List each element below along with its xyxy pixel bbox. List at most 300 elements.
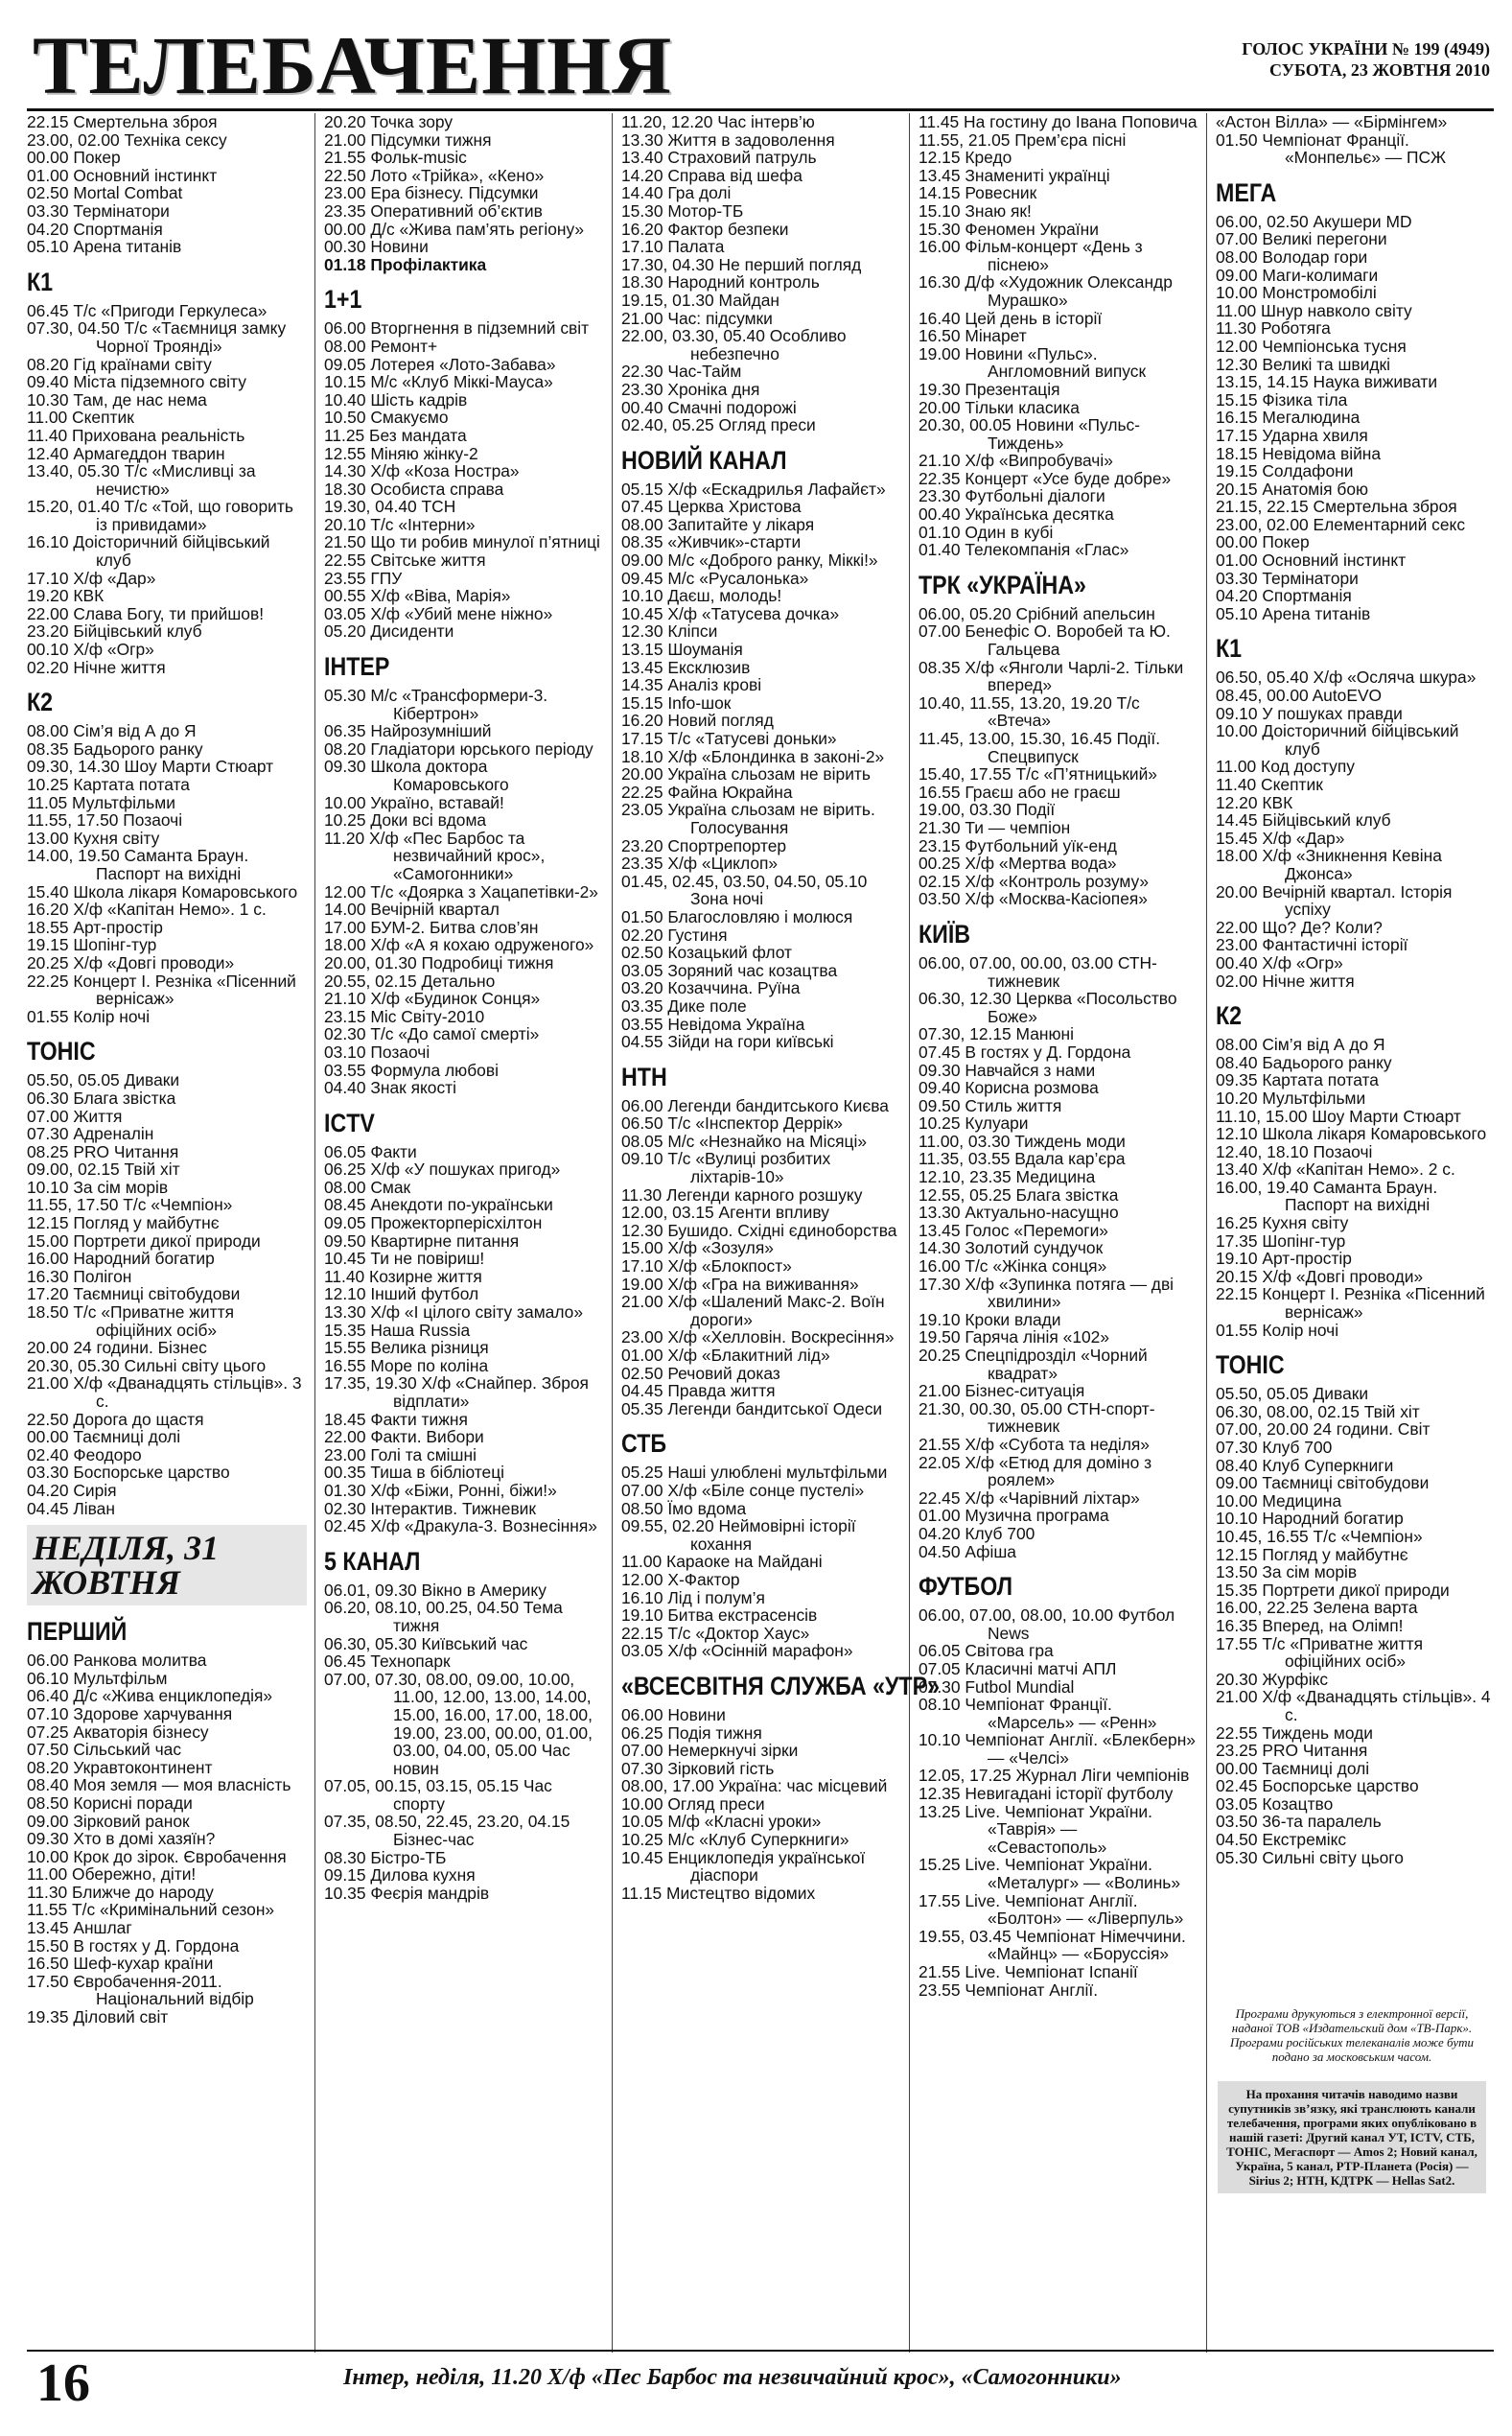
program-entry: 05.20 Дисиденти bbox=[324, 621, 454, 642]
program-entry: 17.30 Х/ф «Зупинка потяга — дві хвилини» bbox=[919, 1274, 1175, 1312]
program-entry: 07.00 Великі перегони bbox=[1216, 229, 1387, 249]
program-entry: 16.25 Кухня світу bbox=[1216, 1213, 1349, 1233]
program-entry: 08.20 Гід країнами світу bbox=[27, 354, 212, 374]
channel-heading: ПЕРШИЙ bbox=[27, 1617, 128, 1647]
program-entry: 15.35 Портрети дикої природи bbox=[1216, 1580, 1450, 1600]
program-entry: 10.10 За сім морів bbox=[27, 1177, 169, 1197]
program-entry: 03.55 Формула любові bbox=[324, 1060, 499, 1080]
program-entry: 16.55 Море по коліна bbox=[324, 1355, 489, 1375]
program-entry: 06.45 Т/с «Пригоди Геркулеса» bbox=[27, 300, 268, 320]
program-entry: 09.55, 02.20 Неймовірні історії кохання bbox=[621, 1516, 856, 1554]
program-entry: 01.55 Колір ночі bbox=[1216, 1320, 1339, 1340]
program-entry: 08.50 Їмо вдома bbox=[621, 1498, 747, 1518]
program-entry: 06.30, 08.00, 02.15 Твій хіт bbox=[1216, 1401, 1420, 1421]
program-entry: 13.00 Кухня світу bbox=[27, 828, 160, 848]
program-entry: 14.30 Х/ф «Коза Ностра» bbox=[324, 461, 520, 481]
masthead bbox=[27, 17, 1494, 111]
channel-heading: К1 bbox=[1216, 634, 1243, 664]
program-entry: 01.30 Х/ф «Біжи, Ронні, біжи!» bbox=[324, 1480, 557, 1500]
program-entry: 06.45 Технопарк bbox=[324, 1651, 451, 1672]
program-entry: 12.15 Погляд у майбутнє bbox=[1216, 1544, 1408, 1564]
program-entry: 21.00 Підсумки тижня bbox=[324, 129, 492, 150]
program-entry: 07.30 Зірковий гість bbox=[621, 1758, 775, 1778]
program-entry: 07.45 В гостях у Д. Гордона bbox=[919, 1042, 1131, 1062]
program-entry: 23.00 Фантастичні історії bbox=[1216, 935, 1408, 955]
program-entry: 05.30 М/с «Трансформери-3. Кібертрон» bbox=[324, 686, 548, 723]
program-entry: 04.45 Правда життя bbox=[621, 1381, 776, 1401]
channel-heading: ІНТЕР bbox=[324, 652, 390, 682]
program-entry: 21.00 Час: підсумки bbox=[621, 308, 773, 328]
program-entry: 12.00 Чемпіонська тусня bbox=[1216, 336, 1407, 356]
program-entry: 11.30 Легенди карного розшуку bbox=[621, 1184, 863, 1205]
program-entry: 00.00 Таємниці долі bbox=[27, 1427, 181, 1447]
program-entry: 18.45 Факти тижня bbox=[324, 1409, 468, 1429]
program-entry: 10.00 Доісторичний бійцівський клуб bbox=[1216, 721, 1459, 759]
program-entry: 09.35 Картата потата bbox=[1216, 1070, 1379, 1090]
program-entry: 23.55 Чемпіонат Англії. bbox=[919, 1979, 1099, 2000]
program-entry: 13.40 Х/ф «Капітан Немо». 2 с. bbox=[1216, 1159, 1455, 1180]
program-entry: 22.15 Т/с «Доктор Хаус» bbox=[621, 1623, 810, 1643]
program-entry: 04.20 Клуб 700 bbox=[919, 1523, 1035, 1543]
program-entry: 11.00 Скептик bbox=[27, 408, 134, 428]
program-entry: 06.00 Легенди бандитського Києва bbox=[621, 1095, 889, 1115]
program-entry: 22.50 Лото «Трійка», «Кено» bbox=[324, 165, 545, 185]
program-entry: 15.30 Мотор-ТБ bbox=[621, 200, 744, 221]
program-entry: 05.15 Х/ф «Ескадрилья Лафайєт» bbox=[621, 479, 886, 499]
program-entry: 02.40 Феодоро bbox=[27, 1444, 142, 1464]
program-entry: 12.15 Погляд у майбутнє bbox=[27, 1213, 220, 1233]
program-entry: 04.55 Зійди на гори київські bbox=[621, 1032, 834, 1052]
program-entry: 09.30, 14.30 Шоу Марти Стюарт bbox=[27, 757, 274, 777]
program-column-1 bbox=[27, 113, 307, 2348]
program-entry: 10.20 Мультфільми bbox=[1216, 1088, 1366, 1108]
program-entry: 07.30 Клуб 700 bbox=[1216, 1438, 1333, 1457]
program-entry: 16.20 Х/ф «Капітан Немо». 1 с. bbox=[27, 900, 267, 920]
program-entry: 19.10 Кроки влади bbox=[919, 1309, 1061, 1329]
program-entry: 00.40 Смачні подорожі bbox=[621, 397, 797, 417]
program-entry: 20.15 Анатомія бою bbox=[1216, 479, 1369, 499]
program-entry: 07.30 Адреналін bbox=[27, 1124, 154, 1144]
program-entry: 22.25 Файна Юкрайна bbox=[621, 782, 793, 802]
program-entry: 09.50 Квартирне питання bbox=[324, 1230, 520, 1251]
program-entry: 12.05, 17.25 Журнал Ліги чемпіонів bbox=[919, 1766, 1190, 1786]
program-entry: 03.30 Термінатори bbox=[1216, 568, 1359, 588]
program-entry: 23.30 Футбольні діалоги bbox=[919, 486, 1105, 506]
program-entry: 22.00 Що? Де? Коли? bbox=[1216, 917, 1383, 937]
program-entry: 10.00 Огляд преси bbox=[621, 1793, 765, 1814]
program-entry: 19.30 Презентація bbox=[919, 379, 1060, 399]
program-entry: «Астон Вілла» — «Бірмінгем» bbox=[1216, 112, 1448, 131]
program-entry: 21.10 Х/ф «Випробувачі» bbox=[919, 451, 1113, 471]
program-entry: 09.45 М/с «Русалонька» bbox=[621, 568, 809, 588]
program-entry: 11.55, 17.50 Позаочі bbox=[27, 810, 183, 831]
program-entry: 14.40 Гра долі bbox=[621, 183, 732, 203]
program-entry: 03.10 Позаочі bbox=[324, 1042, 430, 1062]
program-entry: 09.15 Дилова кухня bbox=[324, 1865, 476, 1886]
program-entry: 21.55 Фольк-music bbox=[324, 148, 467, 168]
program-entry: 08.00 Ремонт+ bbox=[324, 336, 438, 356]
program-entry: 07.00 Життя bbox=[27, 1106, 123, 1126]
program-entry: 22.05 Х/ф «Етюд для доміно з роялем» bbox=[919, 1452, 1152, 1490]
program-entry: 15.55 Велика різниця bbox=[324, 1338, 489, 1358]
program-entry: 19.15, 01.30 Майдан bbox=[621, 290, 780, 310]
program-entry: 07.30, 04.50 Т/с «Таємниця замку Чорної Трояндi» bbox=[27, 318, 287, 356]
program-entry: 19.00 Х/ф «Гра на виживання» bbox=[621, 1274, 859, 1294]
channel-heading: ТОНІС bbox=[27, 1037, 96, 1066]
channel-heading: 1+1 bbox=[324, 285, 362, 315]
program-entry: 10.25 Кулуари bbox=[919, 1113, 1029, 1134]
program-entry: 15.15 Info-шок bbox=[621, 692, 732, 713]
program-entry: 02.20 Густиня bbox=[621, 925, 728, 945]
program-entry: 10.30 Там, де нас нема bbox=[27, 389, 207, 410]
program-entry: 06.30, 12.30 Церква «Посольство Боже» bbox=[919, 989, 1177, 1026]
program-entry: 21.00 Х/ф «Дванадцять стільців». 3 с. bbox=[27, 1373, 302, 1411]
program-entry: 11.00 Караоке на Майдані bbox=[621, 1552, 823, 1572]
program-entry: 09.10 Т/с «Вулиці розбитих ліхтарів-10» bbox=[621, 1149, 831, 1187]
program-entry: 10.05 М/ф «Класні уроки» bbox=[621, 1812, 822, 1832]
program-entry: 12.10 Інший футбол bbox=[324, 1284, 479, 1304]
program-entry: 13.50 За сім морів bbox=[1216, 1562, 1358, 1582]
program-entry: 10.50 Смакуємо bbox=[324, 408, 449, 428]
program-entry: 01.55 Колір ночі bbox=[27, 1006, 151, 1026]
program-entry: 11.10, 15.00 Шоу Марти Стюарт bbox=[1216, 1106, 1461, 1126]
program-entry: 21.00 Х/ф «Шалений Макс-2. Воїн дороги» bbox=[621, 1292, 885, 1329]
program-entry: 00.25 Х/ф «Мертва вода» bbox=[919, 854, 1117, 874]
program-entry: 12.30 Великі та швидкі bbox=[1216, 354, 1391, 374]
program-entry: 02.50 Козацький флот bbox=[621, 943, 793, 963]
program-entry: 09.00 Зірковий ранок bbox=[27, 1811, 190, 1831]
program-entry: 16.00 Народний богатир bbox=[27, 1249, 215, 1269]
program-entry: 19.15 Шопінг-тур bbox=[27, 935, 157, 955]
program-entry: 11.55, 17.50 Т/с «Чемпіон» bbox=[27, 1195, 233, 1215]
program-entry: 13.25 Live. Чемпіонат України. «Таврія» — «Севастополь» bbox=[919, 1801, 1152, 1857]
program-entry: 12.00 Т/с «Доярка з Хацапетівки-2» bbox=[324, 881, 598, 902]
channel-heading: «ВСЕСВІТНЯ СЛУЖБА «УТР» bbox=[621, 1671, 941, 1700]
program-entry: 10.25 Доки всі вдома bbox=[324, 810, 487, 831]
program-entry: 01.10 Один в кубі bbox=[919, 522, 1054, 542]
program-entry: 00.40 Українська десятка bbox=[919, 504, 1114, 525]
program-entry: 06.00, 07.00, 08.00, 10.00 Футбол News bbox=[919, 1605, 1175, 1643]
program-column-5 bbox=[1216, 113, 1494, 1993]
program-entry: 11.20 Х/ф «Пес Барбос та незвичайний крос», «Самогонники» bbox=[324, 828, 546, 883]
program-entry: 17.20 Таємниці світобудови bbox=[27, 1284, 241, 1304]
channel-heading: ТОНІС bbox=[1216, 1350, 1285, 1380]
program-entry: 05.50, 05.05 Диваки bbox=[1216, 1384, 1369, 1404]
program-entry: 07.35, 08.50, 22.45, 23.20, 04.15 Бізнес-час bbox=[324, 1812, 570, 1850]
program-entry: 00.10 Х/ф «Огр» bbox=[27, 640, 154, 660]
channel-heading: К2 bbox=[27, 688, 54, 717]
program-entry: 23.15 Міс Світу-2010 bbox=[324, 1006, 485, 1026]
program-entry: 08.00 Запитайте у лікаря bbox=[621, 514, 815, 534]
program-entry: 08.00 Володар гори bbox=[1216, 246, 1368, 267]
program-entry: 08.40 Моя земля — моя власність bbox=[27, 1775, 291, 1795]
program-entry: 03.30 Термінатори bbox=[27, 200, 170, 221]
program-entry: 15.45 Х/ф «Дар» bbox=[1216, 828, 1345, 848]
program-entry: 14.45 Бійцівський клуб bbox=[1216, 810, 1391, 831]
program-entry: 21.00 Х/ф «Дванадцять стільців». 4 с. bbox=[1216, 1687, 1491, 1724]
program-entry: 17.55 Live. Чемпіонат Англії. «Болтон» — «Ліверпуль» bbox=[919, 1890, 1184, 1929]
program-entry: 20.00 Україна сльозам не вірить bbox=[621, 764, 871, 785]
program-entry: 21.30, 00.30, 05.00 СТН-спорт-тижневик bbox=[919, 1398, 1155, 1437]
program-entry: 04.45 Ліван bbox=[27, 1498, 115, 1518]
program-entry: 22.00, 03.30, 05.40 Особливо небезпечно bbox=[621, 326, 847, 363]
program-entry: 14.00 Вечірній квартал bbox=[324, 900, 500, 920]
program-entry: 19.35 Діловий світ bbox=[27, 2007, 169, 2027]
program-entry: 16.35 Вперед, на Олімп! bbox=[1216, 1615, 1404, 1635]
channel-heading: 5 КАНАЛ bbox=[324, 1546, 421, 1576]
program-entry: 07.30, 12.15 Манюні bbox=[919, 1024, 1075, 1044]
program-entry: 18.55 Арт-простір bbox=[27, 917, 163, 937]
program-entry: 15.20, 01.40 Т/с «Той, що говорить із привидами» bbox=[27, 497, 293, 534]
program-entry: 22.35 Концерт «Усе буде добре» bbox=[919, 468, 1172, 488]
program-entry: 08.40 Бадьорого ранку bbox=[1216, 1052, 1392, 1072]
editorial-note: Програми друкуються з електронної версії, наданої ТОВ «Издательский дом «ТВ-Парк». Програми російських телеканалів може бути подано за московським часом. bbox=[1229, 2006, 1475, 2064]
program-entry: 03.35 Дике поле bbox=[621, 995, 747, 1016]
program-entry: 01.40 Телекомпанія «Глас» bbox=[919, 540, 1129, 560]
page-number: 16 bbox=[36, 2354, 90, 2413]
program-entry: 15.00 Портрети дикої природи bbox=[27, 1230, 261, 1251]
program-entry: 23.00 Ера бізнесу. Підсумки bbox=[324, 183, 539, 203]
program-entry: 03.50 Х/ф «Москва-Касіопея» bbox=[919, 889, 1148, 909]
program-entry: 12.55 Міняю жінку-2 bbox=[324, 443, 478, 463]
program-entry: 16.55 Граєш або не граєш bbox=[919, 782, 1121, 802]
program-entry: 10.40 Шість кадрів bbox=[324, 389, 468, 410]
program-entry: 20.30, 00.05 Новини «Пульс-Тиждень» bbox=[919, 415, 1141, 453]
program-entry: 19.10 Арт-простір bbox=[1216, 1249, 1352, 1269]
program-entry: 06.35 Найрозумніший bbox=[324, 721, 492, 741]
program-entry: 05.25 Наші улюблені мультфільми bbox=[621, 1463, 888, 1483]
program-entry: 15.15 Фізика тіла bbox=[1216, 389, 1348, 410]
program-entry: 14.20 Справа від шефа bbox=[621, 165, 803, 185]
program-entry: 17.55 Т/с «Приватне життя офіційних осіб» bbox=[1216, 1633, 1423, 1672]
program-entry: 19.00 Новини «Пульс». Англомовний випуск bbox=[919, 343, 1147, 382]
program-entry: 04.50 Афіша bbox=[919, 1541, 1016, 1561]
program-entry: 23.00, 02.00 Техніка сексу bbox=[27, 129, 227, 150]
program-entry: 08.40 Клуб Суперкниги bbox=[1216, 1455, 1394, 1475]
program-entry: 02.30 Інтерактив. Тижневик bbox=[324, 1498, 536, 1518]
program-entry: 13.30 Х/ф «І цілого світу замало» bbox=[324, 1302, 584, 1323]
program-entry: 12.10 Школа лікаря Комаровського bbox=[1216, 1124, 1487, 1144]
program-entry: 20.00 24 години. Бізнес bbox=[27, 1338, 207, 1358]
program-entry: 08.35 «Живчик»-старти bbox=[621, 532, 802, 552]
program-entry: 08.00 Сім’я від А до Я bbox=[27, 721, 197, 741]
program-entry: 15.30 Феномен України bbox=[919, 219, 1099, 239]
program-entry: 18.30 Народний контроль bbox=[621, 272, 820, 293]
program-entry: 09.00 М/с «Доброго ранку, Міккі!» bbox=[621, 550, 878, 571]
program-entry: 19.55, 03.45 Чемпіонат Німеччини. «Майнц» — «Боруссія» bbox=[919, 1926, 1186, 1964]
program-entry: 06.50 Т/с «Інспектор Деррік» bbox=[621, 1113, 843, 1134]
program-entry: 06.05 Світова гра bbox=[919, 1641, 1054, 1661]
program-entry: 12.20 КВК bbox=[1216, 792, 1293, 812]
program-entry: 23.35 Х/ф «Циклоп» bbox=[621, 854, 779, 874]
program-entry: 08.30 Бістро-ТБ bbox=[324, 1847, 447, 1867]
program-entry: 04.50 Екстремікс bbox=[1216, 1830, 1347, 1850]
program-entry: 09.05 Лотерея «Лото-Забава» bbox=[324, 354, 556, 374]
program-entry: 08.45 Анекдоти по-українськи bbox=[324, 1195, 553, 1215]
channel-heading: ICTV bbox=[324, 1108, 375, 1137]
program-entry: 16.15 Мегалюдина bbox=[1216, 408, 1361, 428]
program-entry: 09.40 Корисна розмова bbox=[919, 1078, 1099, 1098]
program-entry: 15.35 Наша Russia bbox=[324, 1320, 471, 1340]
program-entry: 16.20 Фактор безпеки bbox=[621, 219, 789, 239]
program-entry: 06.00 Вторгнення в підземний світ bbox=[324, 318, 590, 339]
program-entry: 23.20 Бійцівський клуб bbox=[27, 621, 202, 642]
program-entry: 06.20, 08.10, 00.25, 04.50 Тема тижня bbox=[324, 1598, 563, 1635]
program-entry: 13.30 Актуально-насущно bbox=[919, 1203, 1119, 1223]
program-entry: 11.20, 12.20 Час інтерв’ю bbox=[621, 112, 815, 131]
program-entry: 16.30 Полігон bbox=[27, 1266, 132, 1286]
program-entry: 16.50 Мінарет bbox=[919, 326, 1027, 346]
program-entry: 10.45 Енциклопедія української діаспори bbox=[621, 1847, 866, 1886]
program-entry: 22.15 Смертельна зброя bbox=[27, 112, 218, 131]
program-entry: 08.20 Гладіатори юрського періоду bbox=[324, 738, 593, 759]
program-entry: 12.00 Х-Фактор bbox=[621, 1569, 740, 1589]
program-entry: 08.10 Чемпіонат Франції. «Марсель» — «Ренн» bbox=[919, 1695, 1157, 1732]
program-entry: 12.40, 18.10 Позаочі bbox=[1216, 1141, 1373, 1161]
program-entry: 06.50, 05.40 Х/ф «Осляча шкура» bbox=[1216, 668, 1477, 688]
program-entry: 18.10 Х/ф «Блондинка в законі-2» bbox=[621, 746, 885, 766]
program-entry: 11.00 Код доступу bbox=[1216, 757, 1355, 777]
program-entry: 07.00, 20.00 24 години. Світ bbox=[1216, 1419, 1431, 1440]
program-entry: 20.15 Х/ф «Довгі проводи» bbox=[1216, 1266, 1424, 1286]
program-entry: 01.00 Основний інстинкт bbox=[27, 165, 218, 185]
program-entry: 11.40 Козирне життя bbox=[324, 1266, 482, 1286]
program-entry: 22.00 Факти. Вибори bbox=[324, 1427, 484, 1447]
program-entry: 06.40 Д/с «Жива енциклопедія» bbox=[27, 1686, 273, 1706]
program-entry: 11.30 Ближче до народу bbox=[27, 1882, 214, 1902]
program-entry: 10.00 Монстромобілі bbox=[1216, 283, 1377, 303]
program-entry: 05.50, 05.05 Диваки bbox=[27, 1070, 180, 1090]
program-entry: 06.00, 05.20 Срібний апельсин bbox=[919, 603, 1155, 623]
channel-heading: МЕГА bbox=[1216, 177, 1277, 207]
program-entry: 10.10 Даєш, молодь! bbox=[621, 586, 782, 606]
program-entry: 09.30 Навчайся з нами bbox=[919, 1060, 1096, 1080]
program-entry: 10.45 Х/ф «Татусева дочка» bbox=[621, 603, 840, 623]
program-entry: 11.00 Обережно, діти! bbox=[27, 1864, 197, 1885]
program-entry: 13.15 Шоуманія bbox=[621, 640, 743, 660]
program-entry: 03.05 Х/ф «Убий мене ніжно» bbox=[324, 603, 553, 623]
page-footer bbox=[27, 2350, 1494, 2419]
program-entry: 03.30 Боспорське царство bbox=[27, 1463, 230, 1483]
program-entry: 08.25 PRO Читання bbox=[27, 1141, 179, 1161]
program-entry: 13.30 Життя в задоволення bbox=[621, 129, 835, 150]
program-entry: 08.50 Корисні поради bbox=[27, 1792, 193, 1813]
program-entry: 00.35 Тиша в бібліотеці bbox=[324, 1463, 505, 1483]
program-entry: 04.20 Сирія bbox=[27, 1480, 117, 1500]
program-entry: 09.30 Хто в домі хазяїн? bbox=[27, 1829, 216, 1849]
program-entry: 02.50 Mortal Combat bbox=[27, 183, 183, 203]
program-entry: 23.20 Спортрепортер bbox=[621, 835, 787, 855]
program-entry: 10.45 Ти не повіриш! bbox=[324, 1249, 485, 1269]
program-entry: 11.55, 21.05 Прем’єра пісні bbox=[919, 129, 1127, 150]
program-column-2 bbox=[324, 113, 604, 2348]
program-entry: 17.35 Шопінг-тур bbox=[1216, 1230, 1346, 1251]
program-entry: 18.00 Х/ф «Зникнення Кевіна Джонса» bbox=[1216, 846, 1442, 883]
program-entry: 01.50 Чемпіонат Франції. «Монпельє» — ПСЖ bbox=[1216, 129, 1447, 168]
program-entry: 10.35 Феєрія мандрів bbox=[324, 1883, 490, 1903]
program-entry: 19.20 КВК bbox=[27, 586, 105, 606]
program-entry: 12.35 Невигадані історії футболу bbox=[919, 1784, 1174, 1804]
program-entry: 09.50 Стиль життя bbox=[919, 1095, 1062, 1115]
program-entry: 06.00 Новини bbox=[621, 1704, 726, 1724]
program-entry: 19.50 Гаряча лінія «102» bbox=[919, 1327, 1110, 1347]
program-entry: 09.05 Прожекторперісхілтон bbox=[324, 1213, 543, 1233]
program-entry: 22.00 Слава Богу, ти прийшов! bbox=[27, 603, 265, 623]
program-entry: 02.20 Нічне життя bbox=[27, 657, 166, 677]
program-entry: 23.30 Хроніка дня bbox=[621, 379, 760, 399]
program-entry: 00.00 Д/с «Жива пам’ять регіону» bbox=[324, 219, 585, 239]
program-entry: 16.00 Фільм-концерт «День з піснею» bbox=[919, 237, 1143, 274]
program-entry: 07.30 Futbol Mundial bbox=[919, 1676, 1075, 1697]
program-entry: 11.55 Т/с «Кримінальний сезон» bbox=[27, 1900, 275, 1920]
program-entry: 06.00, 02.50 Акушери MD bbox=[1216, 211, 1412, 231]
program-entry: 06.00 Ранкова молитва bbox=[27, 1651, 207, 1671]
program-entry: 07.45 Церква Христова bbox=[621, 497, 802, 517]
issue-date: СУБОТА, 23 ЖОВТНЯ 2010 bbox=[1269, 60, 1490, 80]
channel-heading: К1 bbox=[27, 267, 54, 296]
program-entry: 00.00 Покер bbox=[1216, 532, 1310, 552]
program-entry: 15.00 Х/ф «Зозуля» bbox=[621, 1238, 774, 1258]
program-entry: 10.00 Україно, вставай! bbox=[324, 792, 504, 812]
program-entry: 16.10 Лід і полум’я bbox=[621, 1587, 765, 1607]
program-entry: 03.05 Зоряний час козацтва bbox=[621, 960, 838, 980]
program-entry: 19.10 Битва екстрасенсів bbox=[621, 1605, 818, 1626]
program-entry: 15.40, 17.55 Т/с «П’ятницький» bbox=[919, 764, 1157, 785]
program-entry: 20.25 Х/ф «Довгі проводи» bbox=[27, 952, 235, 972]
program-entry: 18.00 Х/ф «А я кохаю одруженого» bbox=[324, 935, 594, 955]
program-entry: 16.00, 22.25 Зелена варта bbox=[1216, 1598, 1418, 1618]
program-entry: 15.10 Знаю як! bbox=[919, 200, 1032, 221]
program-entry: 20.00 Вечірній квартал. Історія успіху bbox=[1216, 881, 1453, 920]
channel-heading: К2 bbox=[1216, 1001, 1243, 1031]
program-entry: 13.40, 05.30 Т/с «Мисливці за нечистю» bbox=[27, 461, 256, 499]
program-entry: 07.05, 00.15, 03.15, 05.15 Час спорту bbox=[324, 1776, 552, 1814]
program-entry: 21.00 Бізнес-ситуація bbox=[919, 1381, 1085, 1401]
program-entry: 04.20 Спортманія bbox=[1216, 586, 1352, 606]
program-entry: 09.30 Школа доктора Комаровського bbox=[324, 757, 509, 794]
program-entry: 19.15 Солдафони bbox=[1216, 461, 1354, 481]
program-entry: 01.00 Х/ф «Блакитний лід» bbox=[621, 1346, 830, 1365]
program-entry: 22.30 Час-Тайм bbox=[621, 362, 742, 382]
program-entry: 17.10 Х/ф «Блокпост» bbox=[621, 1256, 792, 1277]
program-entry: 22.55 Світське життя bbox=[324, 550, 486, 571]
program-entry: 18.50 Т/с «Приватне життя офіційних осіб» bbox=[27, 1302, 234, 1340]
program-entry: 10.10 Чемпіонат Англії. «Блекберн» — «Челсі» bbox=[919, 1730, 1196, 1768]
program-entry: 11.00 Шнур навколо світу bbox=[1216, 300, 1412, 320]
program-entry: 10.10 Народний богатир bbox=[1216, 1509, 1404, 1529]
program-entry: 11.45, 13.00, 15.30, 16.45 Події. Спецвипуск bbox=[919, 729, 1161, 766]
program-entry: 03.20 Козаччина. Руїна bbox=[621, 978, 801, 998]
program-entry: 13.45 Ексклюзив bbox=[621, 657, 751, 677]
channel-heading: СТБ bbox=[621, 1429, 667, 1459]
program-entry: 18.30 Особиста справа bbox=[324, 479, 504, 499]
program-entry: 10.25 М/с «Клуб Суперкниги» bbox=[621, 1830, 849, 1850]
program-entry: 17.10 Палата bbox=[621, 237, 725, 257]
day-heading: НЕДІЛЯ, 31 ЖОВТНЯ bbox=[27, 1525, 307, 1605]
program-entry: 23.00, 02.00 Елементарний секс bbox=[1216, 514, 1466, 534]
program-entry: 23.05 Україна сльозам не вірить. Голосування bbox=[621, 800, 875, 837]
program-entry: 22.50 Дорога до щастя bbox=[27, 1409, 204, 1429]
program-entry: 06.25 Подія тижня bbox=[621, 1722, 762, 1743]
program-entry: 13.40 Страховий патруль bbox=[621, 148, 817, 168]
program-entry: 11.00, 03.30 Тиждень моди bbox=[919, 1131, 1126, 1151]
program-entry: 13.15, 14.15 Наука виживати bbox=[1216, 372, 1438, 392]
program-entry: 14.15 Ровесник bbox=[919, 183, 1037, 203]
program-entry: 03.50 36-та паралель bbox=[1216, 1812, 1382, 1832]
program-entry: 05.10 Арена титанів bbox=[27, 237, 182, 257]
program-entry: 10.25 Картата потата bbox=[27, 775, 190, 794]
program-entry: 09.00, 02.15 Твій хіт bbox=[27, 1159, 180, 1180]
